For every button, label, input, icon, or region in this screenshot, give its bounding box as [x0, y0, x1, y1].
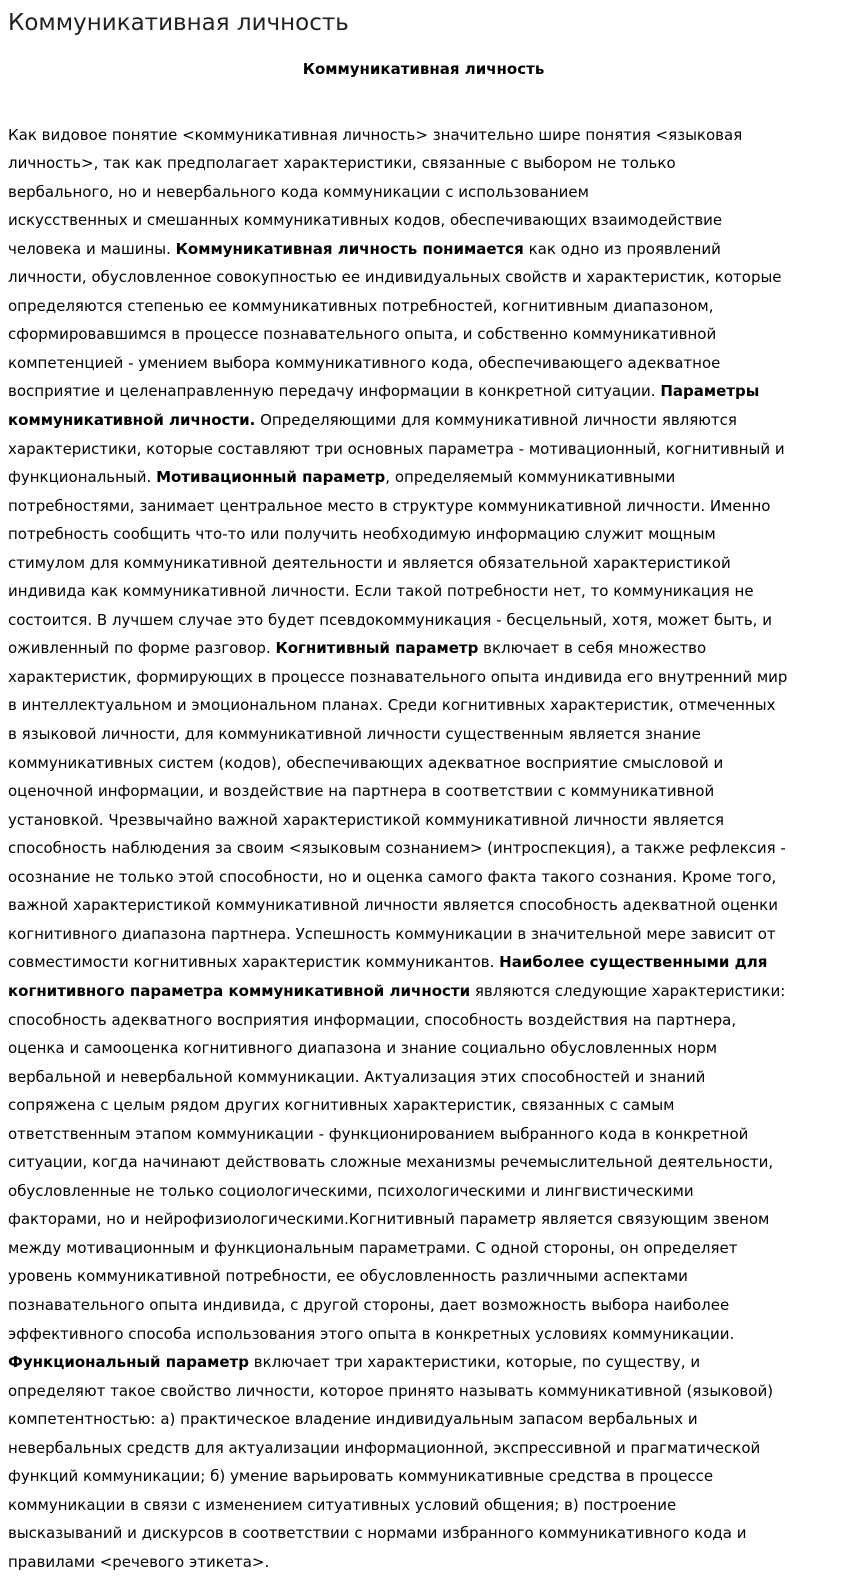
body-text: включает три характеристики, которые, по существу, и определяют такое свойство личности, которое принято называть коммуникативной (языковой) компетентностью: а) практическое владение индивидуальным запасом вербальных и невербальных средств для актуализации информационной, экспрессивной и прагматической функций коммуникации; б) умение варьировать коммуникативные средства в процессе коммуникации в связи с изменением ситуативных условий общения; в) построение высказываний и дискурсов в соответствии с нормами избранного коммуникативного кода и правилами <речевого этикета>.: [8, 1353, 774, 1571]
bold-term: Когнитивный параметр: [275, 639, 479, 658]
body-text: Как видовое понятие <коммуникативная личность> значительно шире понятия <языковая личность>, так как предполагает характеристики, связанные с выбором не только вербального, но и невербального кода коммуникации с использованием искусственных и смешанных коммуникативных кодов, обеспечивающих взаимодействие человека и машины.: [8, 125, 743, 258]
body-text: , определяемый коммуникативными потребностями, занимает центральное место в структуре коммуникативной личности. Именно потребность сообщить что-то или получить необходимую информацию служит мощным стимулом для коммуникативной деятельности и является обязательной характеристикой индивида как коммуникативной личности. Если такой потребности нет, то коммуникация не состоится. В лучшем случае это будет псевдокоммуникация - бесцельный, хотя, может быть, и оживленный по форме разговор.: [8, 468, 772, 658]
body-text: являются следующие характеристики: способность адекватного восприятия информации, способность воздействия на партнера, оценка и самооценка когнитивного диапазона и знание социально обусловленных норм вербальной и невербальной коммуникации. Актуализация этих способностей и знаний сопряжена с целым рядом других когнитивных характеристик, связанных с самым ответственным этапом коммуникации - функционированием выбранного кода в конкретной ситуации, когда начинают действовать сложные механизмы речемыслительной деятельности, обусловленные не только социологическими, психологическими и лингвистическими факторами, но и нейрофизиологическими.Когнитивный параметр является связующим звеном между мотивационным и функциональным параметрами. С одной стороны, он определяет уровень коммуникативной потребности, ее обусловленность различными аспектами познавательного опыта индивида, с другой стороны, дает возможность выбора наиболее эффективного способа использования этого опыта в конкретных условиях коммуникации.: [8, 981, 786, 1343]
document-heading: Коммуникативная личность: [302, 60, 545, 78]
bold-term: Мотивационный параметр: [156, 468, 386, 487]
body-text: как одно из проявлений личности, обусловленное совокупностью ее индивидуальных свойств и характеристик, которые определяются степенью ее коммуникативных потребностей, когнитивным диапазоном, сформировавшимся в процессе познавательного опыта, и собственно коммуникативной компетенцией - умением выбора коммуникативного кода, обеспечивающего адекватное восприятие и целенаправленную передачу информации в конкретной ситуации.: [8, 239, 782, 401]
body-text: включает в себя множество характеристик, формирующих в процессе познавательного опыта индивида его внутренний мир в интеллектуальном и эмоциональном планах. Среди когнитивных характеристик, отмеченных в языковой личности, для коммуникативной личности существенным является знание коммуникативных систем (кодов), обеспечивающих адекватное восприятие смысловой и оценочной информации, и воздействие на партнера в соответствии с коммуникативной установкой. Чрезвычайно важной характеристикой коммуникативной личности является способность наблюдения за своим <языковым сознанием> (интроспекция), а также рефлексия - осознание не только этой способности, но и оценка самого факта такого сознания. Кроме того, важной характеристикой коммуникативной личности является способность адекватной оценки когнитивного диапазона партнера. Успешность коммуникации в значительной мере зависит от совместимости когнитивных характеристик коммуникантов.: [8, 639, 788, 972]
page-title: Коммуникативная личность: [8, 10, 349, 36]
document-page: [0, 9, 847, 1576]
bold-term: Параметры коммуникативной личности.: [8, 382, 760, 430]
document-body: [8, 92, 839, 1576]
bold-term: Наиболее существенными для когнитивного параметра коммуникативной личности: [8, 953, 768, 1000]
bold-term: Функциональный параметр: [8, 1353, 249, 1372]
bold-term: Коммуникативная личность понимается: [175, 239, 524, 258]
body-text: Определяющими для коммуникативной личности являются характеристики, которые составляют три основных параметра - мотивационный, когнитивный и функциональный.: [8, 411, 785, 487]
